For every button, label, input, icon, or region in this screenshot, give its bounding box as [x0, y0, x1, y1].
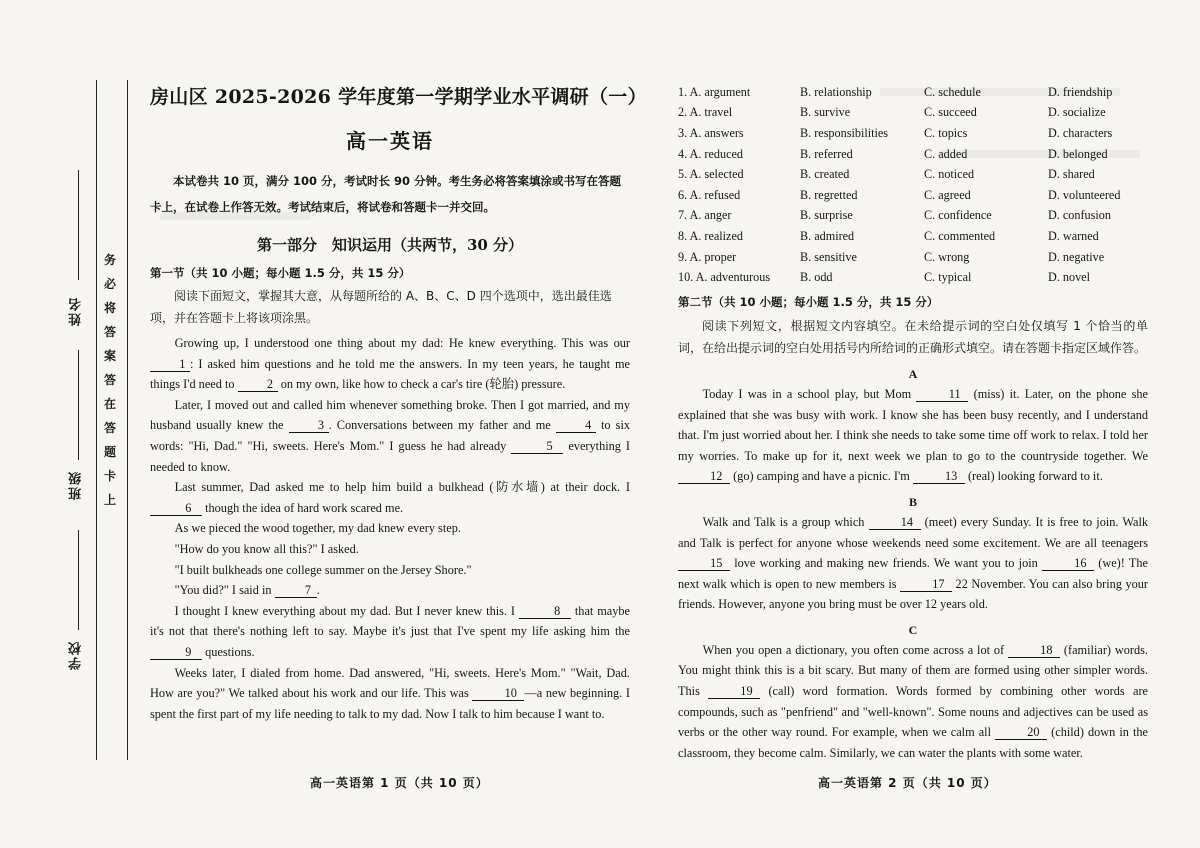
blank-1: 1 [150, 357, 190, 372]
passage-b-label: B [908, 494, 917, 509]
passage-paragraph: Later, I moved out and called him whenever something broke. Then I got married, and my husband usually knew the 3 . Conversations between my father and me 4 to six words: "Hi, Dad." "Hi, sweets. Here's Mom." I guess he had already 5 everything I needed to know. [150, 397, 631, 474]
blank-6: 6 [150, 501, 202, 516]
option-row: 10. A. adventurous B. odd C. typical D. novel [678, 270, 1090, 285]
page-1-footer: 高一英语第 1 页（共 10 页） [310, 776, 489, 790]
school-fill-line [78, 530, 79, 630]
blank-11: 11 [916, 387, 968, 402]
name-label: 姓名 [68, 296, 83, 326]
blank-7: 7 [275, 583, 317, 598]
option-row: 9. A. proper B. sensitive C. wrong D. negative [678, 249, 1105, 264]
blank-20: 20 [995, 725, 1047, 740]
blank-10: 10 [472, 686, 524, 701]
blank-18: 18 [1008, 643, 1060, 658]
option-row: 5. A. selected B. created C. noticed D. shared [678, 167, 1095, 182]
class-fill-line [78, 350, 79, 460]
section-one-heading: 第一节（共 10 小题；每小题 1.5 分，共 15 分） [150, 266, 411, 280]
blank-19: 19 [708, 684, 760, 699]
blank-5: 5 [511, 439, 563, 454]
passage-b: Walk and Talk is a group which 14 (meet) every Sunday. It is free to join. Walk and Talk is perfect for anyone whose weekends need some excitement. We are all teenagers 15 love working and making new friends. We want you to join 16 (we)! The next walk which is open to new members is 17 22 November. You can also bring your friends. However, anyone you bring must be over 12 years old. [678, 514, 1149, 612]
class-label: 班级 [68, 470, 83, 500]
passage-paragraph: Last summer, Dad asked me to help him build a bulkhead (防水墙) at their dock. I 6 though the idea of hard work scared me. [150, 477, 630, 518]
passage-paragraph: As we pieced the wood together, my dad knew every step. [174, 521, 461, 536]
subject-title: 高一英语 [346, 129, 434, 153]
blank-4: 4 [556, 418, 596, 433]
margin-divider [96, 80, 97, 760]
section-one-instructions: 阅读下面短文，掌握其大意，从每题所给的 A、B、C、D 四个选项中，选出最佳选项，并在答题卡上将该项涂黑。 [150, 289, 612, 325]
passage-paragraph: Growing up, I understood one thing about my dad: He knew everything. This was our 1 : I asked him questions and he told me the answers. In my teen years, he taught me things I'd need to 2 on my own, like how to check a car's tire (轮胎) pressure. [150, 336, 630, 392]
school-label: 学校 [68, 640, 83, 670]
section-two-instructions: 阅读下列短文，根据短文内容填空。在未给提示词的空白处仅填写 1 个恰当的单词，在给出提示词的空白处用括号内所给词的正确形式填空。请在答题卡指定区域作答。 [678, 318, 1148, 355]
blank-14: 14 [869, 515, 921, 530]
exam-notice: 本试卷共 10 页，满分 100 分，考试时长 90 分钟。考生务必将答案填涂或书写在答题卡上，在试卷上作答无效。考试结束后，将试卷和答题卡一并交回。 [150, 174, 622, 214]
blank-3: 3 [289, 418, 329, 433]
blank-2: 2 [238, 377, 278, 392]
passage-paragraph: "I built bulkheads one college summer on the Jersey Shore." [174, 562, 472, 577]
blank-16: 16 [1042, 556, 1094, 571]
option-row: 2. A. travel B. survive C. succeed D. socialize [678, 105, 1106, 120]
option-row: 6. A. refused B. regretted C. agreed D. volunteered [678, 187, 1121, 202]
section-two-heading: 第二节（共 10 小题；每小题 1.5 分，共 15 分） [678, 294, 939, 309]
passage-a-label: A [908, 366, 918, 381]
option-row: 8. A. realized B. admired C. commented D. warned [678, 228, 1099, 243]
passage-a: Today I was in a school play, but Mom 11 (miss) it. Later, on the phone she explained that she was busy with work. I know she has been busy recently, and I understand that. I'm just worried about her. I think she needs to take some time off work to relax. I told her my worries. To make up for it, next week we plan to go to the countryside together. We 12 (go) camping and have a picnic. I'm 13 (real) looking forward to it. [678, 386, 1148, 484]
page-2-footer: 高一英语第 2 页（共 10 页） [818, 776, 997, 790]
answer-on-card-notice: 务 必 将 答 案 答 在 答 题 卡 上 [103, 253, 116, 507]
page-1 [150, 82, 647, 724]
name-fill-line [78, 170, 79, 280]
exam-title: 房山区 2025-2026 学年度第一学期学业水平调研（一） [150, 86, 647, 108]
options-table [678, 82, 1148, 288]
margin-divider [127, 80, 128, 760]
blank-17: 17 [900, 577, 952, 592]
option-row: 3. A. answers B. responsibilities C. topics D. characters [678, 125, 1113, 140]
cloze-passage [150, 333, 630, 724]
blank-12: 12 [678, 469, 730, 484]
passage-c: When you open a dictionary, you often come across a lot of 18 (familiar) words. You might think this is a bit scary. But many of them are formed using other simpler words. This 19 (call) word formation. Words formed by combining other words are compounds, such as "penfriend" and "well-known". Some nouns and adjectives can be used as verbs or the other way round. For example, when we calm all 20 (child) down in the classroom, they become calm. Similarly, we can water the plants with some water. [678, 642, 1149, 760]
passage-paragraph: "You did?" I said in 7 . [174, 583, 320, 598]
option-row: 7. A. anger B. surprise C. confidence D. confusion [678, 208, 1111, 223]
passage-paragraph: Weeks later, I dialed from home. Dad answered, "Hi, sweets. Here's Mom." "Wait, Dad. How are you?" We talked about his work and our life. This was 10 —a new beginning. I spent the first part of my life needing to talk to my dad. Now I talk to him because I want to. [150, 665, 630, 721]
passage-c-label: C [908, 622, 918, 637]
blank-8: 8 [519, 604, 571, 619]
passage-paragraph: I thought I knew everything about my dad. But I never knew this. I 8 that maybe it's not that there's nothing left to say. Maybe it's just that I've spent my life asking him the 9 questions. [150, 603, 631, 659]
passage-paragraph: "How do you know all this?" I asked. [174, 541, 359, 556]
option-row: 4. A. reduced B. referred C. added D. belonged [678, 146, 1108, 161]
blank-13: 13 [913, 469, 965, 484]
blank-15: 15 [678, 556, 730, 571]
option-row: 1. A. argument B. relationship C. schedule D. friendship [678, 84, 1113, 99]
binding-margin [0, 0, 140, 848]
page-2 [678, 82, 1148, 763]
blank-9: 9 [150, 645, 202, 660]
part-one-heading: 第一部分 知识运用（共两节，30 分） [256, 236, 524, 254]
